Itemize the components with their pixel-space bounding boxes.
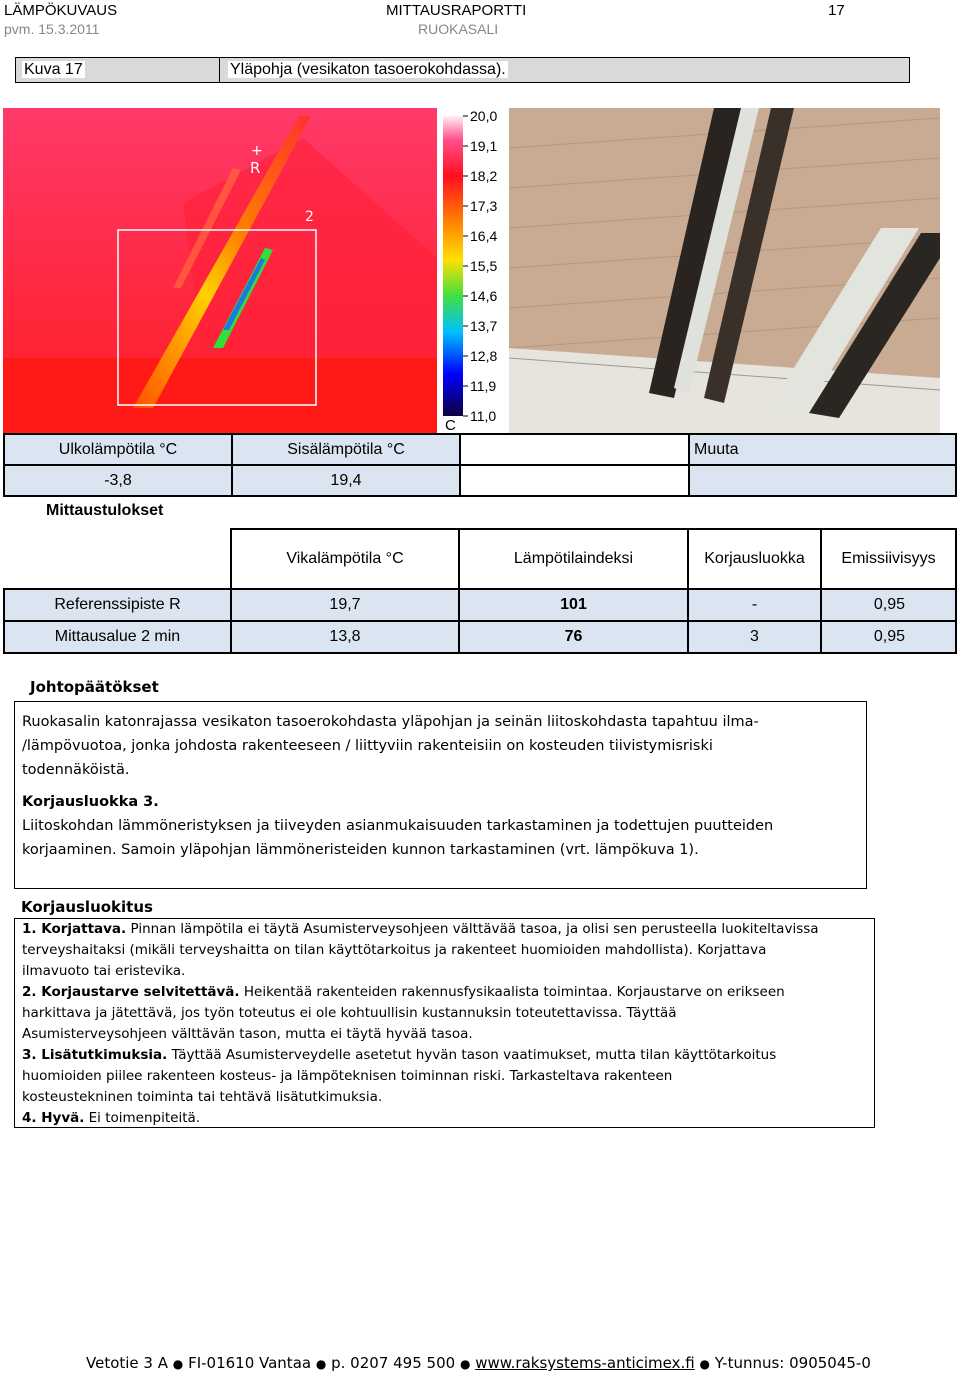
header-defect-temp: Vikalämpötila °C bbox=[231, 529, 459, 589]
footer-website-link[interactable]: www.raksystems-anticimex.fi bbox=[475, 1354, 695, 1372]
scale-tick-label: 11,9 bbox=[470, 378, 497, 394]
outdoor-temp-value: -3,8 bbox=[4, 465, 232, 496]
header-center-title: MITTAUSRAPORTTI bbox=[386, 2, 527, 19]
results-title: Mittaustulokset bbox=[46, 502, 164, 519]
class-1-heading: 1. Korjattava. bbox=[22, 921, 127, 937]
table-row bbox=[4, 621, 956, 653]
page-number: 17 bbox=[828, 2, 845, 19]
footer-address: Vetotie 3 A bbox=[86, 1354, 169, 1372]
other-label: Muuta bbox=[689, 434, 956, 465]
marker-2: 2 bbox=[305, 209, 314, 225]
figure-label: Kuva 17 bbox=[24, 61, 83, 78]
row-index: 76 bbox=[459, 621, 688, 653]
visual-photo bbox=[509, 108, 940, 433]
scale-tick-label: 13,7 bbox=[470, 318, 498, 334]
row-class: - bbox=[688, 589, 821, 621]
header-repair-class: Korjausluokka bbox=[688, 529, 821, 589]
scale-tick-label: 11,0 bbox=[470, 408, 497, 424]
row-class: 3 bbox=[688, 621, 821, 653]
conclusion-line: /lämpövuotoa, jonka johdosta rakenteeseen / liittyviin rakenteisiin on kosteuden tiivistymisriski bbox=[22, 738, 713, 754]
thermal-image bbox=[3, 108, 507, 433]
class-2-heading: 2. Korjaustarve selvitettävä. bbox=[22, 984, 240, 1000]
header-emissivity: Emissiivisyys bbox=[821, 529, 956, 589]
scale-tick-label: 12,8 bbox=[470, 348, 498, 364]
footer-postal: FI-01610 Vantaa bbox=[188, 1354, 312, 1372]
conclusion-line: todennäköistä. bbox=[22, 762, 130, 778]
scale-tick-label: 15,5 bbox=[470, 258, 498, 274]
row-name: Mittausalue 2 min bbox=[4, 621, 231, 653]
scale-tick-label: 18,2 bbox=[470, 168, 498, 184]
scale-unit: C bbox=[445, 417, 456, 433]
scale-tick-label: 14,6 bbox=[470, 288, 498, 304]
conclusion-line: Liitoskohdan lämmöneristyksen ja tiiveyden asianmukaisuuden tarkastaminen ja todettujen puutteiden bbox=[22, 818, 774, 834]
classes-title: Korjausluokitus bbox=[21, 898, 153, 916]
footer-business-id: Y-tunnus: 0905045-0 bbox=[714, 1354, 871, 1372]
scale-tick-label: 20,0 bbox=[470, 108, 498, 124]
figure-caption-bar bbox=[15, 57, 910, 83]
conditions-table bbox=[3, 433, 957, 497]
table-row bbox=[4, 589, 956, 621]
conclusion-line: Ruokasalin katonrajassa vesikaton tasoerokohdasta yläpohjan ja seinän liitoskohdasta tapahtuu ilma- bbox=[22, 714, 759, 730]
row-index: 101 bbox=[459, 589, 688, 621]
row-name: Referenssipiste R bbox=[4, 589, 231, 621]
figure-caption: Yläpohja (vesikaton tasoerokohdassa). bbox=[230, 61, 506, 78]
results-table bbox=[3, 528, 957, 654]
figure-caption-cell bbox=[219, 58, 909, 82]
row-temp: 19,7 bbox=[231, 589, 459, 621]
row-emissivity: 0,95 bbox=[821, 621, 956, 653]
class-4-heading: 4. Hyvä. bbox=[22, 1110, 85, 1126]
room-name: RUOKASALI bbox=[418, 21, 499, 37]
svg-text:+: + bbox=[251, 143, 263, 159]
footer-phone: p. 0207 495 500 bbox=[331, 1354, 456, 1372]
footer: Vetotie 3 A ● FI-01610 Vantaa ● p. 0207 495 500 ● www.raksystems-anticimex.fi ● Y-tunnus: 0905045-0 bbox=[86, 1354, 871, 1372]
row-temp: 13,8 bbox=[231, 621, 459, 653]
row-emissivity: 0,95 bbox=[821, 589, 956, 621]
scale-tick-label: 19,1 bbox=[470, 138, 498, 154]
indoor-temp-label: Sisälämpötila °C bbox=[232, 434, 460, 465]
scale-tick-label: 17,3 bbox=[470, 198, 498, 214]
class-3-heading: 3. Lisätutkimuksia. bbox=[22, 1047, 168, 1063]
marker-r: R bbox=[250, 159, 261, 177]
indoor-temp-value: 19,4 bbox=[232, 465, 460, 496]
repair-class-heading: Korjausluokka 3. bbox=[22, 794, 159, 810]
outdoor-temp-label: Ulkolämpötila °C bbox=[4, 434, 232, 465]
report-date: pvm. 15.3.2011 bbox=[4, 21, 100, 37]
header-left-title: LÄMPÖKUVAUS bbox=[4, 2, 118, 19]
conclusion-line: korjaaminen. Samoin yläpohjan lämmöneristeiden kunnon tarkastaminen (vrt. lämpökuva 1). bbox=[22, 842, 699, 858]
conclusions-box bbox=[14, 701, 867, 889]
scale-tick-label: 16,4 bbox=[470, 228, 498, 244]
temperature-scale bbox=[443, 116, 463, 416]
conclusions-title: Johtopäätökset bbox=[30, 678, 159, 696]
header-temp-index: Lämpötilaindeksi bbox=[459, 529, 688, 589]
figure-label-cell bbox=[16, 58, 219, 82]
classes-box: 1. Korjattava. Pinnan lämpötila ei täytä Asumisterveysohjeen välttävää tasoa, ja olisi sen perusteella luokiteltavissa terveyshaitaksi (mikäli terveyshaitta on tilan käyttötarkoitus ja rakenteet huomioiden mahdollista). Korjattava ilmavuoto tai eristevika. 2. Korjaustarve selvitettävä. Heikentää rakenteiden rakennusfysikaalista toimintaa. Korjaustarve on erikseen harkittava ja jätettävä, jos työn toteutus ei ole kohtuullisin kustannuksin toteutettavissa. Täyttää Asumisterveysohjeen välttävän tason, mutta ei täytä hyvää tasoa. 3. Lisätutkimuksia. Täyttää Asumisterveydelle asetetut hyvän tason vaatimukset, mutta tilan käyttötarkoitus huomioiden piilee rakenteen kosteus- ja lämpöteknisen toiminnan riski. Tarkasteltava rakenteen kosteustekninen toiminta tai tehtävä lisätutkimuksia. 4. Hyvä. Ei toimenpiteitä. bbox=[14, 918, 875, 1128]
